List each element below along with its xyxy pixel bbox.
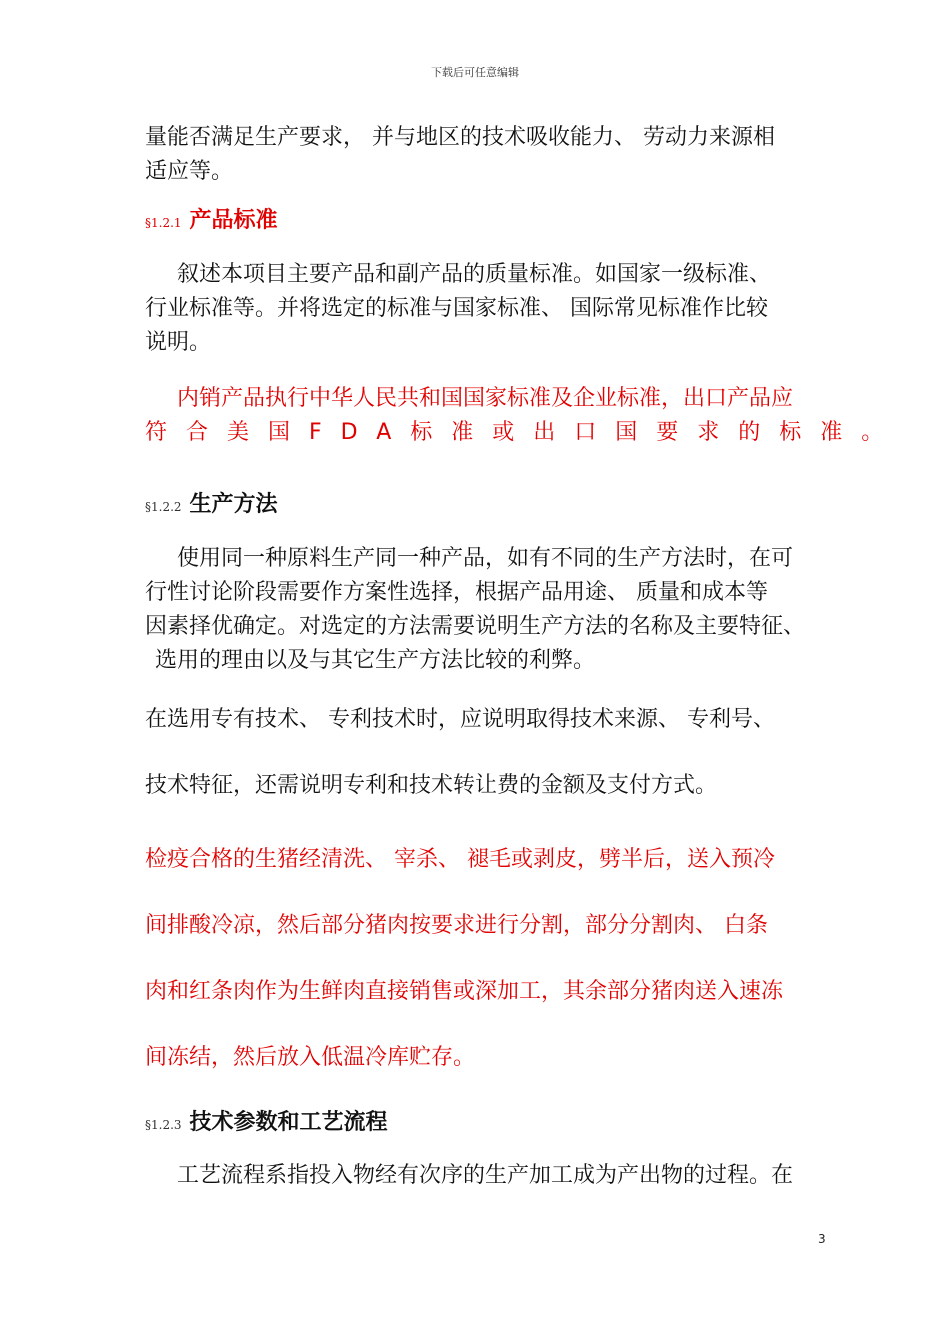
body-line-highlight: 间冻结，然后放入低温冷库贮存。: [145, 1045, 476, 1070]
section-number: §1.2.3: [145, 1118, 182, 1132]
body-line: 因素择优确定。对选定的方法需要说明生产方法的名称及主要特征、: [145, 614, 806, 639]
section-heading: [145, 487, 278, 518]
body-line: 在选用专有技术、 专利技术时，应说明取得技术来源、 专利号、: [145, 707, 775, 732]
body-line: 量能否满足生产要求， 并与地区的技术吸收能力、 劳动力来源相: [145, 125, 775, 150]
section-heading: [145, 1105, 388, 1136]
body-line-highlight: 内销产品执行中华人民共和国国家标准及企业标准，出口产品应: [177, 386, 794, 411]
body-line: 技术特征，还需说明专利和技术转让费的金额及支付方式。: [145, 773, 718, 798]
section-title: 产品标准: [189, 208, 278, 233]
page-header-note: 下载后可任意编辑: [431, 66, 519, 79]
section-heading: [145, 203, 278, 234]
body-line: 行性讨论阶段需要作方案性选择，根据产品用途、 质量和成本等: [145, 580, 768, 605]
body-line: 使用同一种原料生产同一种产品，如有不同的生产方法时，在可: [177, 546, 794, 571]
section-number: §1.2.2: [145, 500, 182, 514]
body-line-highlight: 符合美国FDA标准或出口国要求的标准。: [145, 420, 903, 445]
section-number: §1.2.1: [145, 216, 182, 230]
body-line: 叙述本项目主要产品和副产品的质量标准。如国家一级标准、: [177, 262, 772, 287]
body-line-highlight: 间排酸冷凉，然后部分猪肉按要求进行分割，部分分割肉、 白条: [145, 913, 768, 938]
body-line: 行业标准等。并将选定的标准与国家标准、 国际常见标准作比较: [145, 296, 768, 321]
body-line: 工艺流程系指投入物经有次序的生产加工成为产出物的过程。在: [177, 1163, 794, 1188]
page-number: 3: [818, 1232, 826, 1246]
body-line: 选用的理由以及与其它生产方法比较的利弊。: [155, 648, 596, 673]
body-line: 适应等。: [145, 159, 234, 184]
body-line-highlight: 肉和红条肉作为生鲜肉直接销售或深加工，其余部分猪肉送入速冻: [145, 979, 784, 1004]
body-line: 说明。: [145, 330, 212, 355]
section-title: 技术参数和工艺流程: [189, 1110, 388, 1135]
section-title: 生产方法: [189, 492, 278, 517]
body-line-highlight: 检疫合格的生猪经清洗、 宰杀、 褪毛或剥皮，劈半后，送入预冷: [145, 847, 775, 872]
